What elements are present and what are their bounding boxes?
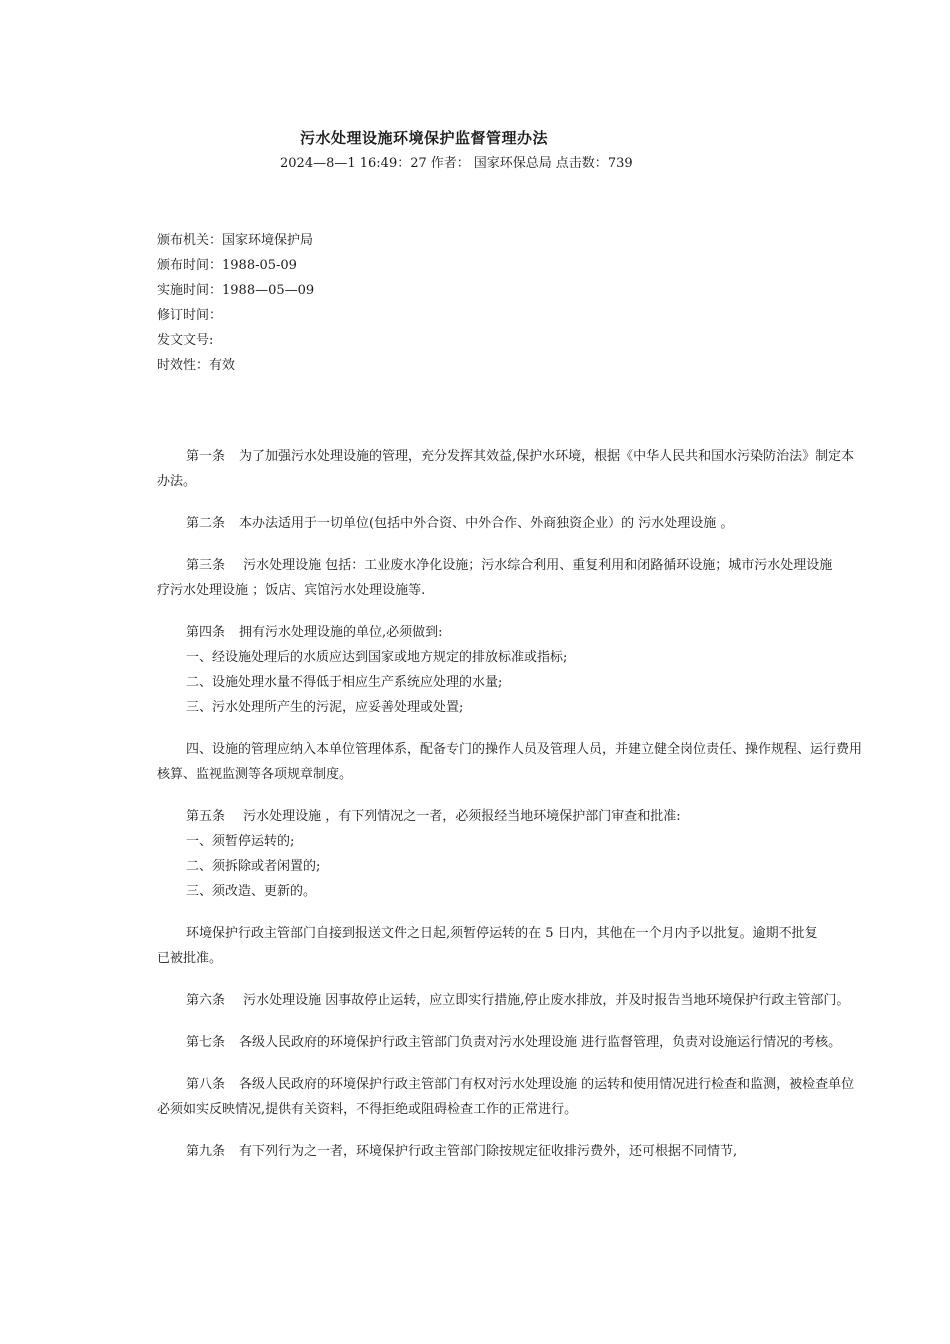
author-label: 作者： — [430, 156, 470, 171]
regulation-body — [157, 444, 937, 1181]
article-text: 为了加强污水处理设施的管理，充分发挥其效益,保护水环境，根据《中华人民共和国水污染防治法》制定本 — [239, 449, 855, 464]
list-item: 二、须拆除或者闲置的; — [186, 859, 321, 874]
article-5 — [157, 804, 937, 904]
effective-date-row: 实施时间：1988—05—09 — [157, 283, 315, 298]
clicks-count: 739 — [607, 156, 633, 171]
article-text: 环境保护行政主管部门自接到报送文件之日起,须暂停运转的在 5 日内，其他在一个月内予以批复。逾期不批复 — [186, 926, 818, 941]
document-info — [157, 228, 314, 378]
article-9 — [157, 1139, 937, 1164]
article-1 — [157, 444, 937, 494]
article-label: 第四条 — [186, 625, 226, 640]
article-label: 第六条 — [186, 993, 226, 1008]
revision-date-row: 修订时间： — [157, 308, 223, 323]
article-text: 疗污水处理设施 ；饭店、宾馆污水处理设施等. — [157, 583, 426, 598]
clicks-label: 点击数： — [555, 156, 608, 171]
article-text: 办法。 — [157, 474, 197, 489]
list-item-continued: 核算、监视监测等各项规章制度。 — [157, 767, 353, 782]
article-8 — [157, 1072, 937, 1122]
article-text: 各级人民政府的环境保护行政主管部门有权对污水处理设施 的运转和使用情况进行检查和监测，被检查单位 — [239, 1077, 855, 1092]
article-meta — [280, 152, 637, 171]
article-text: 本办法适用于一切单位(包括中外合资、中外合作、外商独资企业）的 污水处理设施 。 — [239, 516, 734, 531]
list-item: 三、须改造、更新的。 — [186, 884, 317, 899]
issue-date-row: 颁布时间：1988-05-09 — [157, 258, 297, 273]
article-text: 污水处理设施 包括：工业废水净化设施；污水综合利用、重复利用和闭路循环设施；城市污水处理设施 — [239, 558, 833, 573]
article-4 — [157, 620, 937, 720]
list-item: 二、设施处理水量不得低于相应生产系统应处理的水量; — [186, 675, 503, 690]
article-text: 必须如实反映情况,提供有关资料，不得拒绝或阻碍检查工作的正常进行。 — [157, 1102, 578, 1117]
list-item: 一、须暂停运转的; — [186, 834, 295, 849]
author-name: 国家环保总局 — [473, 156, 552, 171]
article-label: 第一条 — [186, 449, 226, 464]
validity-row: 时效性：有效 — [157, 358, 236, 373]
article-label: 第九条 — [186, 1144, 226, 1159]
article-text: 污水处理设施 因事故停止运转，应立即实行措施,停止废水排放，并及时报告当地环境保护行政主管部门。 — [239, 993, 850, 1008]
article-7 — [157, 1030, 937, 1055]
article-text: 已被批准。 — [157, 951, 223, 966]
list-item: 三、污水处理所产生的污泥，应妥善处理或处置; — [186, 700, 464, 715]
publish-datetime: 2024—8—1 16:49：27 — [280, 156, 427, 171]
doc-number-row: 发文文号: — [157, 333, 214, 348]
article-label: 第八条 — [186, 1077, 226, 1092]
list-item: 四、设施的管理应纳入本单位管理体系，配备专门的操作人员及管理人员，并建立健全岗位责任、操作规程、运行费用 — [186, 742, 863, 757]
article-text: 各级人民政府的环境保护行政主管部门负责对污水处理设施 进行监督管理，负责对设施运行情况的考核。 — [239, 1035, 842, 1050]
article-3 — [157, 553, 937, 603]
article-label: 第七条 — [186, 1035, 226, 1050]
issuer-row: 颁布机关：国家环境保护局 — [157, 233, 314, 248]
article-4-item-4 — [157, 737, 937, 787]
article-text: 污水处理设施 ，有下列情况之一者，必须报经当地环境保护部门审查和批准: — [239, 809, 681, 824]
article-2 — [157, 511, 937, 536]
article-5-note — [157, 921, 937, 971]
article-text: 有下列行为之一者，环境保护行政主管部门除按规定征收排污费外，还可根据不同情节, — [239, 1144, 738, 1159]
article-6 — [157, 988, 937, 1013]
article-label: 第三条 — [186, 558, 226, 573]
article-text: 拥有污水处理设施的单位,必须做到: — [239, 625, 443, 640]
article-label: 第五条 — [186, 809, 226, 824]
page-title: 污水处理设施环境保护监督管理办法 — [300, 129, 549, 147]
article-label: 第二条 — [186, 516, 226, 531]
list-item: 一、经设施处理后的水质应达到国家或地方规定的排放标准或指标; — [186, 650, 568, 665]
